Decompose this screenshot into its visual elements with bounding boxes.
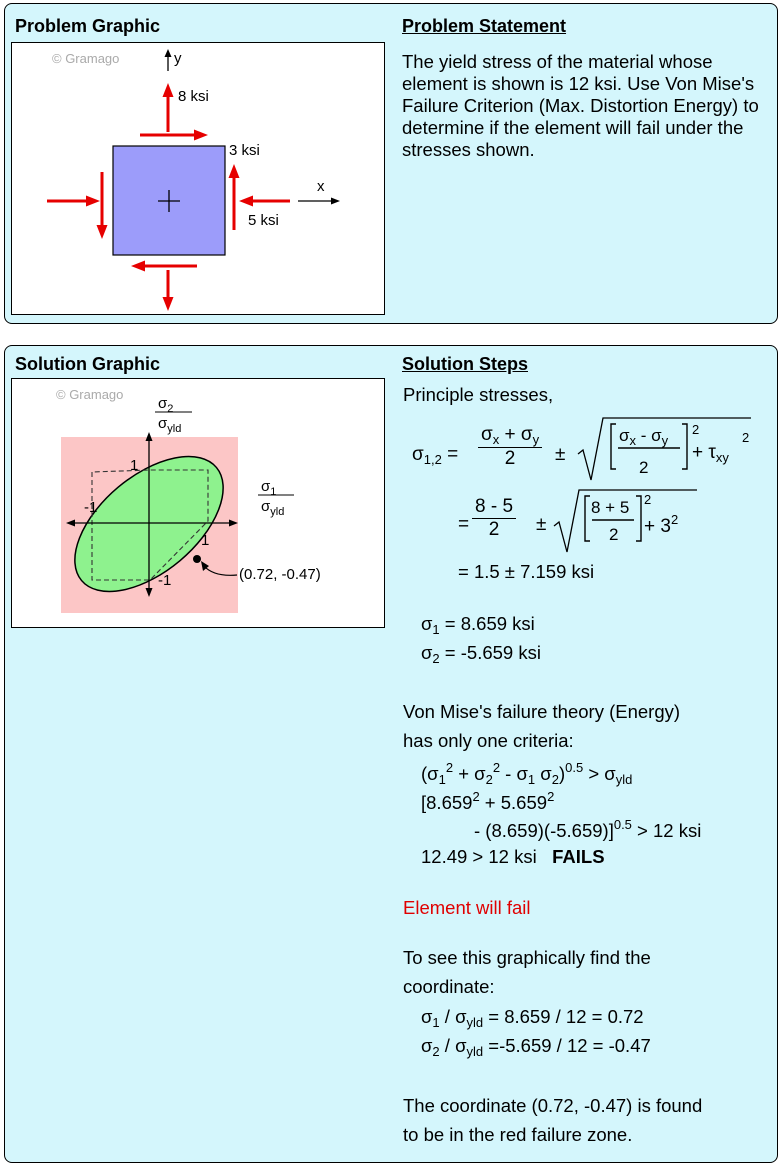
y-axis-label: y [174, 50, 182, 67]
pos-one-x-label: 1 [201, 532, 210, 549]
neg-one-x-label: -1 [84, 499, 98, 516]
problem-copyright: © Gramago [52, 51, 120, 66]
arrow-down-icon [163, 297, 174, 311]
tau-label: 3 ksi [229, 142, 260, 159]
problem-statement-title: Problem Statement [402, 16, 567, 36]
problem-graphic-title: Problem Graphic [15, 16, 161, 36]
solution-steps-title: Solution Steps [402, 354, 528, 374]
solution-graphic [11, 378, 385, 628]
final-line-1: The coordinate (0.72, -0.47) is found [403, 1095, 703, 1116]
arrow-right-icon [86, 196, 100, 207]
y-axis-arrow-icon [165, 49, 172, 57]
sigma-y-label: 8 ksi [178, 88, 209, 105]
arrow-right-icon [194, 130, 208, 141]
svg-text:σyld: $\sigma_{yld}$ [261, 498, 285, 518]
final-line-2: to be in the red failure zone. [403, 1124, 633, 1145]
graph-line-1: To see this graphically find the [403, 947, 651, 968]
numeric-result: 12.49 > 12 ksi FAILS [421, 846, 605, 867]
solution-copyright: © Gramago [56, 387, 124, 402]
result-line: = 1.5 ± 7.159 ksi [458, 561, 595, 582]
sigma2-line: $\sigma_2 = -5.659$ ksi [421, 642, 541, 666]
theory-line-1: Von Mise's failure theory (Energy) [403, 701, 681, 722]
svg-text:σ2: $\sigma_2$ [158, 395, 174, 415]
sigma-x-label: 5 ksi [248, 212, 279, 229]
point-label: (0.72, -0.47) [239, 566, 321, 583]
graph-line-2: coordinate: [403, 976, 495, 997]
criterion-formula: ($\sigma_1^2 + \sigma_2^2 - \sigma_1$ $\sigma_2)^{0.5} > \sigma_{yld}$ [421, 760, 633, 787]
svg-text:σyld: $\sigma_{yld}$ [158, 415, 182, 435]
solution-graphic-title: Solution Graphic [15, 354, 161, 374]
stress-point [193, 555, 201, 563]
criterion-numeric-1: [$8.659^2 + 5.659^2$ [421, 789, 555, 813]
axis-arrow-up-icon [146, 432, 153, 441]
plus-minus-symbol: ± [555, 444, 566, 465]
failure-envelope-diagram [12, 379, 384, 627]
ratio1-line: $\sigma_1 / \sigma_{yld} = 8.659 / 12 = 0.72$ [421, 1006, 644, 1030]
problem-statement-text: The yield stress of the material whose element is shown is 12 ksi. Use Von Mise's Failure Criterion (Max. Distortion Energy) to determine if the element will fail under the stresses shown. [402, 51, 759, 160]
conclusion: Element will fail [403, 897, 531, 918]
problem-graphic [11, 42, 385, 315]
intro-text: Principle stresses, [403, 384, 554, 405]
arrow-left-icon [131, 261, 145, 272]
neg-one-y-label: -1 [158, 572, 172, 589]
theory-line-2: has only one criteria: [403, 730, 574, 751]
arrow-left-icon [239, 196, 253, 207]
fails-label: FAILS [552, 846, 605, 867]
svg-text:σ1: $\sigma_1$ [261, 478, 277, 498]
arrow-up-icon [163, 83, 174, 97]
criterion-numeric-2: - (8.659)(-5.659)]$^{0.5}$ > 12 ksi [474, 817, 702, 841]
arrow-up-icon [229, 164, 240, 178]
arrow-down-icon [97, 225, 108, 239]
x-axis-arrow-icon [331, 198, 340, 205]
pos-one-y-label: 1 [130, 457, 139, 474]
sigma1-line: $\sigma_1 = 8.659$ ksi [421, 613, 535, 637]
ratio2-line: $\sigma_2 / \sigma_{yld} =-5.659 / 12 = -0.47$ [421, 1035, 651, 1059]
stress-element-diagram [12, 43, 384, 314]
x-axis-label: x [317, 178, 325, 195]
